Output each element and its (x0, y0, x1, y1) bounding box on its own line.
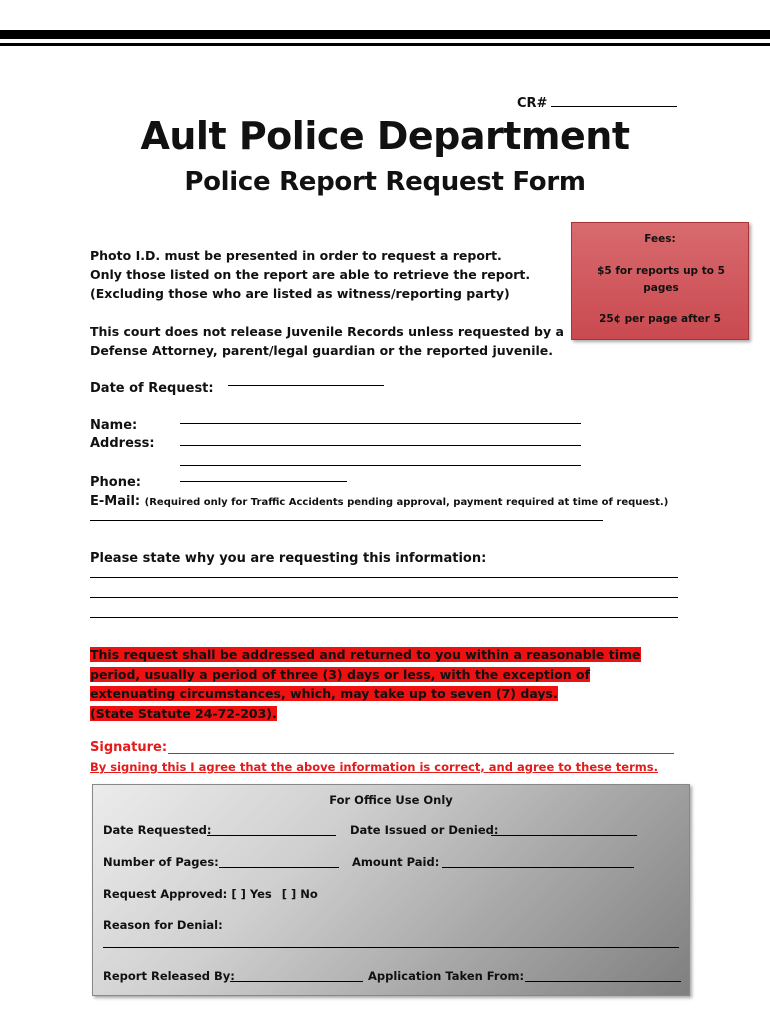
reason-for-denial-label: Reason for Denial: (103, 918, 223, 932)
phone-label: Phone: (90, 475, 141, 490)
notice-line-1: This request shall be addressed and returned to you within a reasonable time (90, 647, 641, 662)
notice-line-3: extenuating circumstances, which, may take up to seven (7) days. (90, 686, 558, 701)
reason-field-line-2[interactable] (90, 597, 678, 598)
reason-prompt: Please state why you are requesting this information: (90, 551, 487, 566)
email-field[interactable] (90, 520, 603, 521)
reason-field-line-3[interactable] (90, 617, 678, 618)
reason-for-denial-field[interactable] (103, 947, 679, 948)
application-taken-from-label: Application Taken From: (368, 969, 525, 983)
number-of-pages-field[interactable] (219, 867, 339, 868)
page-title: Ault Police Department (140, 114, 630, 158)
date-requested-label: Date Requested: (103, 823, 212, 837)
notice-line-4: (State Statute 24-72-203). (90, 705, 277, 721)
email-row (90, 494, 668, 509)
application-taken-from-field[interactable] (525, 981, 681, 982)
report-released-by-label: Report Released By: (103, 969, 235, 983)
signature-agreement: By signing this I agree that the above information is correct, and agree to these terms. (90, 760, 658, 774)
date-issued-field[interactable] (491, 835, 637, 836)
approved-no-checkbox[interactable]: [ ] No (281, 887, 318, 901)
office-use-title: For Office Use Only (329, 793, 453, 807)
request-approved-row (103, 887, 318, 901)
amount-paid-label: Amount Paid: (352, 855, 440, 869)
fees-line-1: $5 for reports up to 5 pages (597, 265, 725, 294)
form-title: Police Report Request Form (184, 167, 586, 197)
intro-line-2: Only those listed on the report are able to retrieve the report. (90, 267, 531, 282)
id-requirements (90, 246, 530, 303)
date-issued-label: Date Issued or Denied: (350, 823, 499, 837)
intro-line-4: This court does not release Juvenile Records unless requested by a (90, 324, 564, 339)
request-approved-label: Request Approved: (103, 887, 228, 901)
date-of-request-label: Date of Request: (90, 381, 214, 396)
email-note: (Required only for Traffic Accidents pending approval, payment required at time of request.) (144, 497, 669, 508)
header-rule-thick (0, 30, 770, 39)
name-label: Name: (90, 418, 138, 433)
fees-line-2: 25¢ per page after 5 (599, 313, 721, 325)
number-of-pages-label: Number of Pages: (103, 855, 219, 869)
juvenile-policy (90, 322, 564, 360)
approved-yes-checkbox[interactable]: [ ] Yes (231, 887, 272, 901)
intro-line-1: Photo I.D. must be presented in order to request a report. (90, 248, 502, 263)
date-of-request-field[interactable] (228, 385, 384, 386)
statute-notice (90, 645, 641, 723)
reason-field-line-1[interactable] (90, 577, 678, 578)
address-label: Address: (90, 436, 155, 451)
case-number (517, 96, 677, 111)
cr-blank-line[interactable] (551, 96, 677, 107)
address-field-line-2[interactable] (180, 465, 581, 466)
fees-heading: Fees: (644, 233, 676, 245)
address-field-line-1[interactable] (180, 445, 581, 446)
intro-line-5: Defense Attorney, parent/legal guardian or the reported juvenile. (90, 343, 553, 358)
phone-field[interactable] (180, 481, 347, 482)
signature-label: Signature: (90, 740, 168, 755)
amount-paid-field[interactable] (442, 867, 634, 868)
header-rule-thin (0, 43, 770, 46)
signature-field[interactable] (168, 753, 674, 754)
fees-box (571, 222, 749, 340)
email-label: E-Mail: (90, 494, 141, 509)
notice-line-2: period, usually a period of three (3) days or less, with the exception of (90, 666, 591, 682)
date-requested-field[interactable] (207, 835, 336, 836)
intro-line-3: (Excluding those who are listed as witness/reporting party) (90, 286, 510, 301)
report-released-by-field[interactable] (230, 981, 363, 982)
office-use-box (92, 784, 690, 996)
cr-label: CR# (517, 96, 548, 111)
name-field[interactable] (180, 423, 581, 424)
